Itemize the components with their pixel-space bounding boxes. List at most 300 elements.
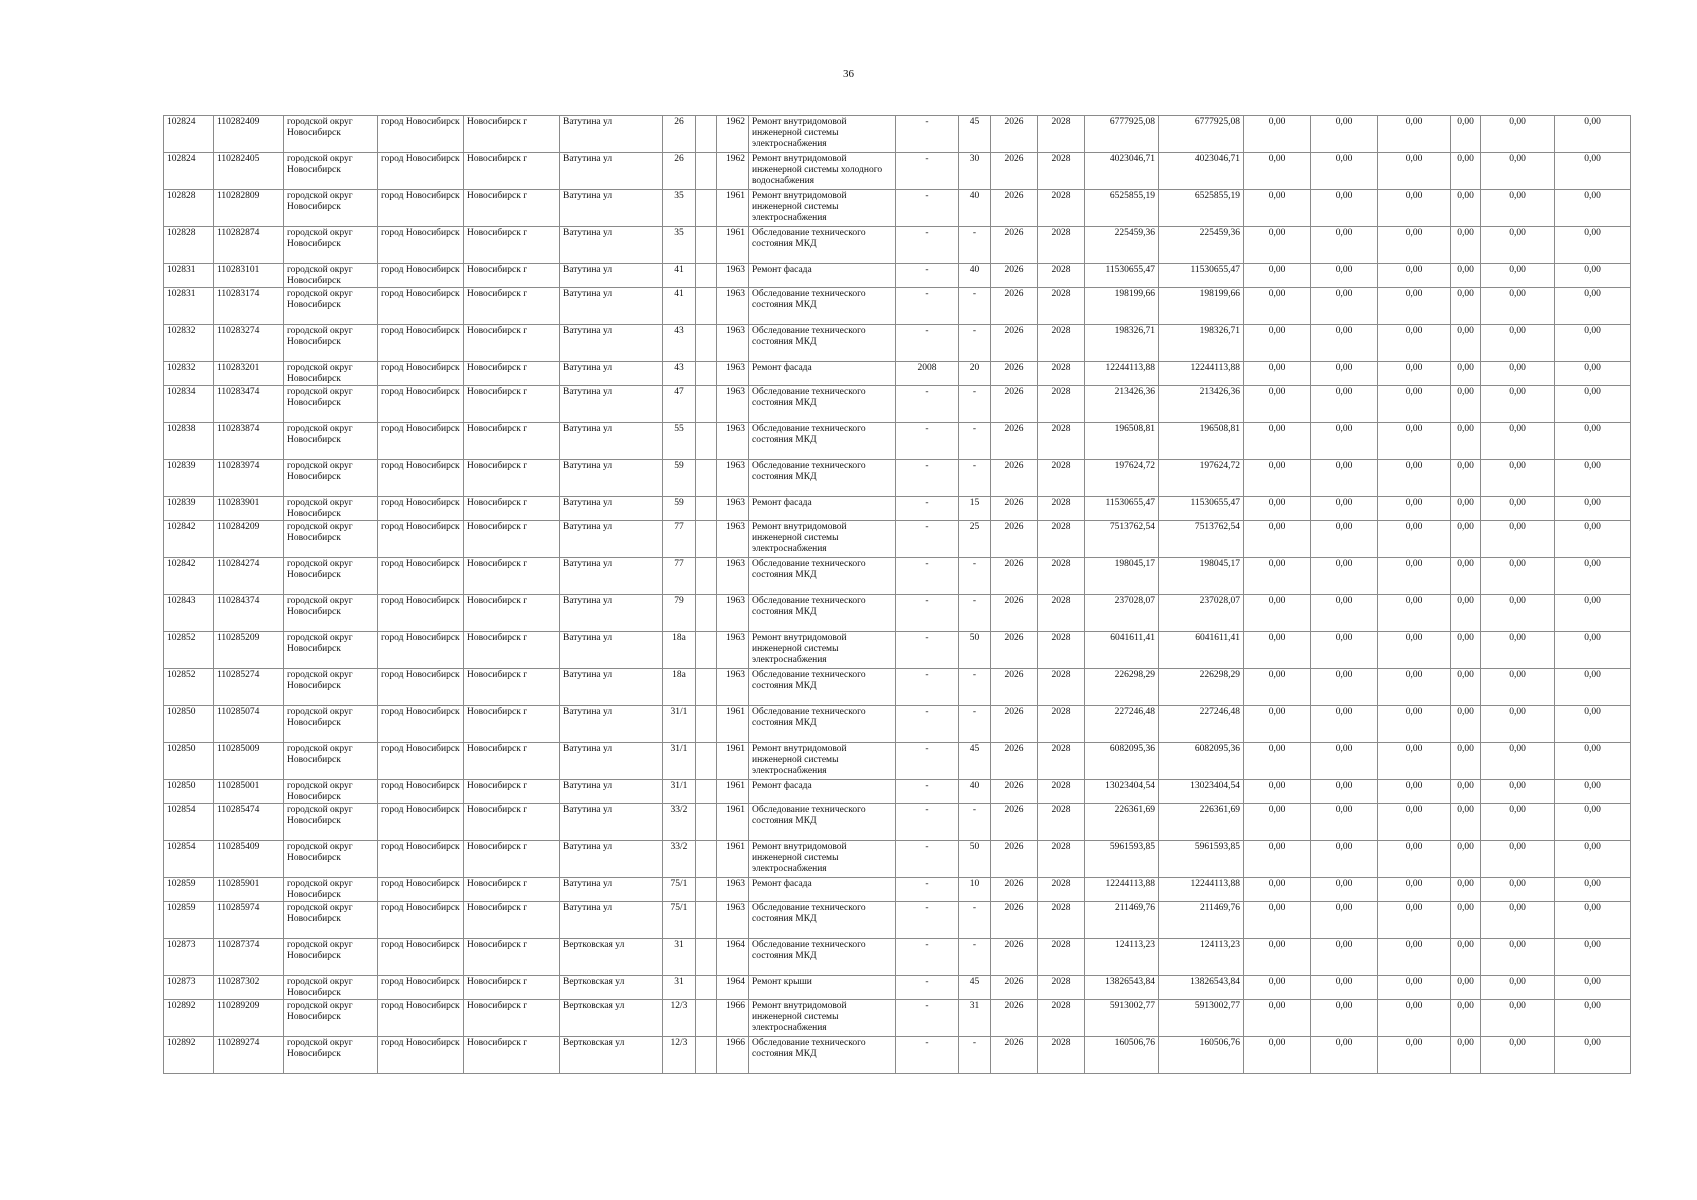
cell-cost-f: 0,00 — [1555, 939, 1631, 976]
cell-house-number: 43 — [663, 325, 696, 362]
table-row — [164, 264, 1631, 288]
cell-settlement: город Новосибирск — [378, 386, 464, 423]
cell-fund-cost: 6041611,41 — [1159, 632, 1244, 669]
cell-municipality: городской округ Новосибирск — [284, 227, 378, 264]
cell-settlement: город Новосибирск — [378, 153, 464, 190]
cell-municipality: городской округ Новосибирск — [284, 362, 378, 386]
cell-building — [696, 497, 717, 521]
cell-cost-e: 0,00 — [1481, 780, 1555, 804]
cell-build-year: 1962 — [717, 153, 749, 190]
cell-house-number: 43 — [663, 362, 696, 386]
cell-house-number: 26 — [663, 116, 696, 153]
cell-cost-f: 0,00 — [1555, 386, 1631, 423]
cell-city: Новосибирск г — [464, 902, 560, 939]
table-row — [164, 386, 1631, 423]
cell-work-code: 110282409 — [214, 116, 284, 153]
cell-object-code: 102831 — [164, 288, 214, 325]
cell-cost-c: 0,00 — [1378, 976, 1451, 1000]
cell-building — [696, 153, 717, 190]
cell-cost-f: 0,00 — [1555, 976, 1631, 1000]
cell-build-year: 1963 — [717, 632, 749, 669]
cell-last-repair-year: - — [896, 521, 959, 558]
cell-cost-b: 0,00 — [1311, 386, 1378, 423]
cell-street: Ватутина ул — [560, 423, 663, 460]
cell-work-type: Обследование технического состояния МКД — [749, 706, 896, 743]
cell-city: Новосибирск г — [464, 558, 560, 595]
cell-work-type: Обследование технического состояния МКД — [749, 386, 896, 423]
cell-cost-f: 0,00 — [1555, 878, 1631, 902]
cell-object-code: 102892 — [164, 1000, 214, 1037]
cell-cost-c: 0,00 — [1378, 386, 1451, 423]
cell-cost-d: 0,00 — [1451, 288, 1481, 325]
cell-plan-end: 2028 — [1038, 743, 1085, 780]
table-row — [164, 362, 1631, 386]
cell-cost-a: 0,00 — [1244, 743, 1311, 780]
cell-plan-end: 2028 — [1038, 521, 1085, 558]
cell-plan-start: 2026 — [991, 521, 1038, 558]
cell-wear-percent: - — [959, 902, 991, 939]
cell-building — [696, 780, 717, 804]
cell-city: Новосибирск г — [464, 362, 560, 386]
cell-work-code: 110285409 — [214, 841, 284, 878]
cell-total-cost: 198045,17 — [1085, 558, 1159, 595]
cell-cost-b: 0,00 — [1311, 264, 1378, 288]
cell-cost-e: 0,00 — [1481, 227, 1555, 264]
cell-cost-f: 0,00 — [1555, 841, 1631, 878]
cell-cost-c: 0,00 — [1378, 116, 1451, 153]
cell-object-code: 102828 — [164, 227, 214, 264]
cell-cost-d: 0,00 — [1451, 264, 1481, 288]
cell-cost-a: 0,00 — [1244, 325, 1311, 362]
cell-last-repair-year: - — [896, 497, 959, 521]
table-row — [164, 227, 1631, 264]
cell-cost-c: 0,00 — [1378, 362, 1451, 386]
cell-settlement: город Новосибирск — [378, 976, 464, 1000]
cell-work-type: Ремонт внутридомовой инженерной системы электроснабжения — [749, 190, 896, 227]
cell-cost-b: 0,00 — [1311, 1037, 1378, 1074]
cell-last-repair-year: - — [896, 743, 959, 780]
cell-house-number: 55 — [663, 423, 696, 460]
cell-cost-c: 0,00 — [1378, 227, 1451, 264]
cell-work-code: 110284274 — [214, 558, 284, 595]
table-body — [164, 116, 1631, 1074]
cell-building — [696, 362, 717, 386]
cell-settlement: город Новосибирск — [378, 939, 464, 976]
cell-wear-percent: - — [959, 706, 991, 743]
cell-work-code: 110283274 — [214, 325, 284, 362]
cell-cost-d: 0,00 — [1451, 1037, 1481, 1074]
cell-settlement: город Новосибирск — [378, 288, 464, 325]
cell-total-cost: 12244113,88 — [1085, 878, 1159, 902]
cell-building — [696, 558, 717, 595]
cell-house-number: 47 — [663, 386, 696, 423]
cell-cost-f: 0,00 — [1555, 325, 1631, 362]
cell-work-type: Обследование технического состояния МКД — [749, 288, 896, 325]
cell-cost-b: 0,00 — [1311, 116, 1378, 153]
cell-street: Ватутина ул — [560, 153, 663, 190]
cell-total-cost: 6041611,41 — [1085, 632, 1159, 669]
cell-street: Вертковская ул — [560, 1037, 663, 1074]
cell-cost-b: 0,00 — [1311, 976, 1378, 1000]
cell-settlement: город Новосибирск — [378, 558, 464, 595]
cell-cost-b: 0,00 — [1311, 841, 1378, 878]
cell-work-type: Ремонт внутридомовой инженерной системы электроснабжения — [749, 116, 896, 153]
table-row — [164, 521, 1631, 558]
cell-object-code: 102831 — [164, 264, 214, 288]
cell-last-repair-year: - — [896, 804, 959, 841]
cell-work-type: Ремонт фасада — [749, 780, 896, 804]
cell-cost-f: 0,00 — [1555, 497, 1631, 521]
cell-cost-e: 0,00 — [1481, 841, 1555, 878]
cell-cost-c: 0,00 — [1378, 497, 1451, 521]
cell-last-repair-year: - — [896, 976, 959, 1000]
table-row — [164, 976, 1631, 1000]
cell-total-cost: 227246,48 — [1085, 706, 1159, 743]
cell-build-year: 1961 — [717, 706, 749, 743]
cell-plan-start: 2026 — [991, 116, 1038, 153]
cell-wear-percent: 15 — [959, 497, 991, 521]
cell-cost-a: 0,00 — [1244, 264, 1311, 288]
cell-cost-e: 0,00 — [1481, 743, 1555, 780]
cell-object-code: 102859 — [164, 902, 214, 939]
cell-cost-b: 0,00 — [1311, 497, 1378, 521]
cell-building — [696, 976, 717, 1000]
cell-plan-start: 2026 — [991, 386, 1038, 423]
cell-cost-b: 0,00 — [1311, 153, 1378, 190]
cell-cost-c: 0,00 — [1378, 878, 1451, 902]
cell-wear-percent: 45 — [959, 976, 991, 1000]
cell-municipality: городской округ Новосибирск — [284, 1000, 378, 1037]
cell-settlement: город Новосибирск — [378, 1000, 464, 1037]
cell-work-type: Ремонт фасада — [749, 362, 896, 386]
cell-fund-cost: 160506,76 — [1159, 1037, 1244, 1074]
cell-municipality: городской округ Новосибирск — [284, 780, 378, 804]
cell-building — [696, 116, 717, 153]
cell-work-type: Обследование технического состояния МКД — [749, 902, 896, 939]
table-row — [164, 423, 1631, 460]
cell-cost-a: 0,00 — [1244, 227, 1311, 264]
cell-settlement: город Новосибирск — [378, 190, 464, 227]
cell-cost-f: 0,00 — [1555, 1000, 1631, 1037]
cell-fund-cost: 226361,69 — [1159, 804, 1244, 841]
cell-cost-e: 0,00 — [1481, 669, 1555, 706]
cell-cost-e: 0,00 — [1481, 804, 1555, 841]
cell-object-code: 102859 — [164, 878, 214, 902]
cell-settlement: город Новосибирск — [378, 706, 464, 743]
cell-municipality: городской округ Новосибирск — [284, 558, 378, 595]
cell-cost-e: 0,00 — [1481, 595, 1555, 632]
cell-cost-d: 0,00 — [1451, 939, 1481, 976]
cell-total-cost: 226298,29 — [1085, 669, 1159, 706]
cell-house-number: 41 — [663, 288, 696, 325]
cell-fund-cost: 226298,29 — [1159, 669, 1244, 706]
cell-wear-percent: 50 — [959, 632, 991, 669]
cell-settlement: город Новосибирск — [378, 423, 464, 460]
cell-total-cost: 11530655,47 — [1085, 497, 1159, 521]
cell-cost-f: 0,00 — [1555, 706, 1631, 743]
cell-fund-cost: 124113,23 — [1159, 939, 1244, 976]
cell-cost-b: 0,00 — [1311, 558, 1378, 595]
cell-cost-f: 0,00 — [1555, 558, 1631, 595]
cell-cost-f: 0,00 — [1555, 460, 1631, 497]
cell-cost-c: 0,00 — [1378, 902, 1451, 939]
cell-plan-end: 2028 — [1038, 288, 1085, 325]
cell-cost-d: 0,00 — [1451, 976, 1481, 1000]
cell-cost-a: 0,00 — [1244, 460, 1311, 497]
cell-build-year: 1963 — [717, 423, 749, 460]
cell-last-repair-year: - — [896, 190, 959, 227]
table-row — [164, 325, 1631, 362]
cell-object-code: 102839 — [164, 497, 214, 521]
cell-work-type: Ремонт внутридомовой инженерной системы электроснабжения — [749, 743, 896, 780]
cell-cost-d: 0,00 — [1451, 325, 1481, 362]
cell-build-year: 1961 — [717, 780, 749, 804]
cell-build-year: 1963 — [717, 497, 749, 521]
cell-municipality: городской округ Новосибирск — [284, 460, 378, 497]
cell-municipality: городской округ Новосибирск — [284, 743, 378, 780]
cell-build-year: 1963 — [717, 288, 749, 325]
cell-cost-b: 0,00 — [1311, 1000, 1378, 1037]
cell-cost-a: 0,00 — [1244, 841, 1311, 878]
cell-building — [696, 1037, 717, 1074]
cell-settlement: город Новосибирск — [378, 1037, 464, 1074]
cell-street: Ватутина ул — [560, 521, 663, 558]
cell-work-code: 110283874 — [214, 423, 284, 460]
cell-settlement: город Новосибирск — [378, 497, 464, 521]
cell-house-number: 59 — [663, 497, 696, 521]
cell-object-code: 102873 — [164, 939, 214, 976]
cell-wear-percent: - — [959, 804, 991, 841]
cell-street: Ватутина ул — [560, 558, 663, 595]
cell-municipality: городской округ Новосибирск — [284, 116, 378, 153]
cell-municipality: городской округ Новосибирск — [284, 976, 378, 1000]
cell-last-repair-year: - — [896, 386, 959, 423]
cell-fund-cost: 7513762,54 — [1159, 521, 1244, 558]
cell-fund-cost: 211469,76 — [1159, 902, 1244, 939]
cell-settlement: город Новосибирск — [378, 227, 464, 264]
cell-wear-percent: - — [959, 558, 991, 595]
cell-last-repair-year: - — [896, 153, 959, 190]
table-row — [164, 1000, 1631, 1037]
cell-plan-start: 2026 — [991, 190, 1038, 227]
cell-city: Новосибирск г — [464, 497, 560, 521]
cell-work-code: 110283101 — [214, 264, 284, 288]
cell-build-year: 1964 — [717, 939, 749, 976]
cell-wear-percent: - — [959, 939, 991, 976]
cell-street: Ватутина ул — [560, 190, 663, 227]
cell-cost-d: 0,00 — [1451, 558, 1481, 595]
cell-total-cost: 211469,76 — [1085, 902, 1159, 939]
cell-cost-f: 0,00 — [1555, 288, 1631, 325]
cell-house-number: 18а — [663, 669, 696, 706]
cell-object-code: 102850 — [164, 780, 214, 804]
cell-object-code: 102824 — [164, 116, 214, 153]
table-row — [164, 288, 1631, 325]
cell-cost-e: 0,00 — [1481, 153, 1555, 190]
cell-street: Ватутина ул — [560, 804, 663, 841]
cell-settlement: город Новосибирск — [378, 116, 464, 153]
cell-fund-cost: 198326,71 — [1159, 325, 1244, 362]
cell-work-code: 110285474 — [214, 804, 284, 841]
cell-cost-a: 0,00 — [1244, 1037, 1311, 1074]
cell-plan-start: 2026 — [991, 939, 1038, 976]
cell-street: Ватутина ул — [560, 264, 663, 288]
cell-work-code: 110284374 — [214, 595, 284, 632]
cell-cost-b: 0,00 — [1311, 521, 1378, 558]
cell-cost-f: 0,00 — [1555, 595, 1631, 632]
cell-plan-end: 2028 — [1038, 878, 1085, 902]
cell-plan-start: 2026 — [991, 632, 1038, 669]
cell-city: Новосибирск г — [464, 841, 560, 878]
cell-total-cost: 198199,66 — [1085, 288, 1159, 325]
cell-building — [696, 743, 717, 780]
cell-work-code: 110289274 — [214, 1037, 284, 1074]
cell-city: Новосибирск г — [464, 521, 560, 558]
cell-building — [696, 460, 717, 497]
cell-cost-f: 0,00 — [1555, 264, 1631, 288]
cell-cost-e: 0,00 — [1481, 325, 1555, 362]
cell-cost-e: 0,00 — [1481, 902, 1555, 939]
cell-work-code: 110285274 — [214, 669, 284, 706]
cell-object-code: 102838 — [164, 423, 214, 460]
cell-build-year: 1961 — [717, 743, 749, 780]
cell-municipality: городской округ Новосибирск — [284, 153, 378, 190]
cell-cost-b: 0,00 — [1311, 227, 1378, 264]
cell-settlement: город Новосибирск — [378, 362, 464, 386]
cell-cost-e: 0,00 — [1481, 976, 1555, 1000]
cell-plan-start: 2026 — [991, 669, 1038, 706]
cell-last-repair-year: - — [896, 939, 959, 976]
cell-municipality: городской округ Новосибирск — [284, 632, 378, 669]
cell-municipality: городской округ Новосибирск — [284, 902, 378, 939]
cell-plan-end: 2028 — [1038, 1037, 1085, 1074]
cell-cost-a: 0,00 — [1244, 706, 1311, 743]
cell-cost-b: 0,00 — [1311, 878, 1378, 902]
cell-house-number: 31 — [663, 976, 696, 1000]
cell-work-type: Обследование технического состояния МКД — [749, 804, 896, 841]
cell-build-year: 1963 — [717, 902, 749, 939]
cell-total-cost: 124113,23 — [1085, 939, 1159, 976]
cell-work-type: Ремонт крыши — [749, 976, 896, 1000]
cell-building — [696, 804, 717, 841]
cell-object-code: 102854 — [164, 804, 214, 841]
cell-build-year: 1961 — [717, 804, 749, 841]
cell-cost-d: 0,00 — [1451, 902, 1481, 939]
table-row — [164, 497, 1631, 521]
cell-street: Вертковская ул — [560, 976, 663, 1000]
cell-cost-a: 0,00 — [1244, 878, 1311, 902]
cell-cost-d: 0,00 — [1451, 632, 1481, 669]
cell-municipality: городской округ Новосибирск — [284, 325, 378, 362]
cell-cost-d: 0,00 — [1451, 116, 1481, 153]
cell-building — [696, 264, 717, 288]
cell-cost-d: 0,00 — [1451, 190, 1481, 227]
cell-fund-cost: 12244113,88 — [1159, 878, 1244, 902]
cell-work-type: Обследование технического состояния МКД — [749, 669, 896, 706]
table-row — [164, 116, 1631, 153]
cell-building — [696, 521, 717, 558]
cell-work-type: Обследование технического состояния МКД — [749, 595, 896, 632]
table-row — [164, 841, 1631, 878]
cell-fund-cost: 12244113,88 — [1159, 362, 1244, 386]
cell-city: Новосибирск г — [464, 116, 560, 153]
cell-cost-e: 0,00 — [1481, 558, 1555, 595]
cell-cost-f: 0,00 — [1555, 632, 1631, 669]
cell-work-type: Обследование технического состояния МКД — [749, 423, 896, 460]
table-row — [164, 153, 1631, 190]
cell-house-number: 77 — [663, 521, 696, 558]
cell-build-year: 1961 — [717, 227, 749, 264]
cell-object-code: 102873 — [164, 976, 214, 1000]
cell-plan-end: 2028 — [1038, 632, 1085, 669]
cell-object-code: 102832 — [164, 325, 214, 362]
cell-fund-cost: 6777925,08 — [1159, 116, 1244, 153]
cell-settlement: город Новосибирск — [378, 521, 464, 558]
cell-fund-cost: 4023046,71 — [1159, 153, 1244, 190]
cell-plan-end: 2028 — [1038, 558, 1085, 595]
cell-street: Ватутина ул — [560, 841, 663, 878]
cell-work-code: 110283974 — [214, 460, 284, 497]
cell-settlement: город Новосибирск — [378, 669, 464, 706]
cell-cost-b: 0,00 — [1311, 423, 1378, 460]
cell-house-number: 31 — [663, 939, 696, 976]
cell-cost-d: 0,00 — [1451, 669, 1481, 706]
cell-building — [696, 227, 717, 264]
cell-fund-cost: 13023404,54 — [1159, 780, 1244, 804]
cell-total-cost: 13826543,84 — [1085, 976, 1159, 1000]
cell-cost-c: 0,00 — [1378, 521, 1451, 558]
cell-last-repair-year: - — [896, 264, 959, 288]
table-row — [164, 669, 1631, 706]
cell-street: Ватутина ул — [560, 227, 663, 264]
cell-house-number: 35 — [663, 190, 696, 227]
cell-wear-percent: - — [959, 669, 991, 706]
cell-plan-start: 2026 — [991, 460, 1038, 497]
cell-cost-a: 0,00 — [1244, 558, 1311, 595]
cell-settlement: город Новосибирск — [378, 264, 464, 288]
cell-plan-end: 2028 — [1038, 116, 1085, 153]
cell-plan-start: 2026 — [991, 595, 1038, 632]
cell-building — [696, 902, 717, 939]
cell-plan-end: 2028 — [1038, 976, 1085, 1000]
cell-cost-c: 0,00 — [1378, 706, 1451, 743]
cell-municipality: городской округ Новосибирск — [284, 595, 378, 632]
cell-house-number: 79 — [663, 595, 696, 632]
cell-cost-c: 0,00 — [1378, 841, 1451, 878]
cell-wear-percent: 31 — [959, 1000, 991, 1037]
cell-wear-percent: 25 — [959, 521, 991, 558]
cell-fund-cost: 213426,36 — [1159, 386, 1244, 423]
cell-last-repair-year: - — [896, 325, 959, 362]
cell-city: Новосибирск г — [464, 976, 560, 1000]
cell-cost-b: 0,00 — [1311, 460, 1378, 497]
cell-plan-start: 2026 — [991, 497, 1038, 521]
cell-plan-start: 2026 — [991, 878, 1038, 902]
cell-total-cost: 213426,36 — [1085, 386, 1159, 423]
cell-work-code: 110285974 — [214, 902, 284, 939]
cell-settlement: город Новосибирск — [378, 841, 464, 878]
cell-cost-c: 0,00 — [1378, 804, 1451, 841]
cell-settlement: город Новосибирск — [378, 632, 464, 669]
cell-last-repair-year: - — [896, 595, 959, 632]
cell-street: Ватутина ул — [560, 669, 663, 706]
cell-cost-e: 0,00 — [1481, 632, 1555, 669]
cell-work-type: Ремонт внутридомовой инженерной системы электроснабжения — [749, 1000, 896, 1037]
cell-cost-a: 0,00 — [1244, 153, 1311, 190]
cell-cost-f: 0,00 — [1555, 190, 1631, 227]
cell-plan-start: 2026 — [991, 423, 1038, 460]
cell-cost-f: 0,00 — [1555, 743, 1631, 780]
